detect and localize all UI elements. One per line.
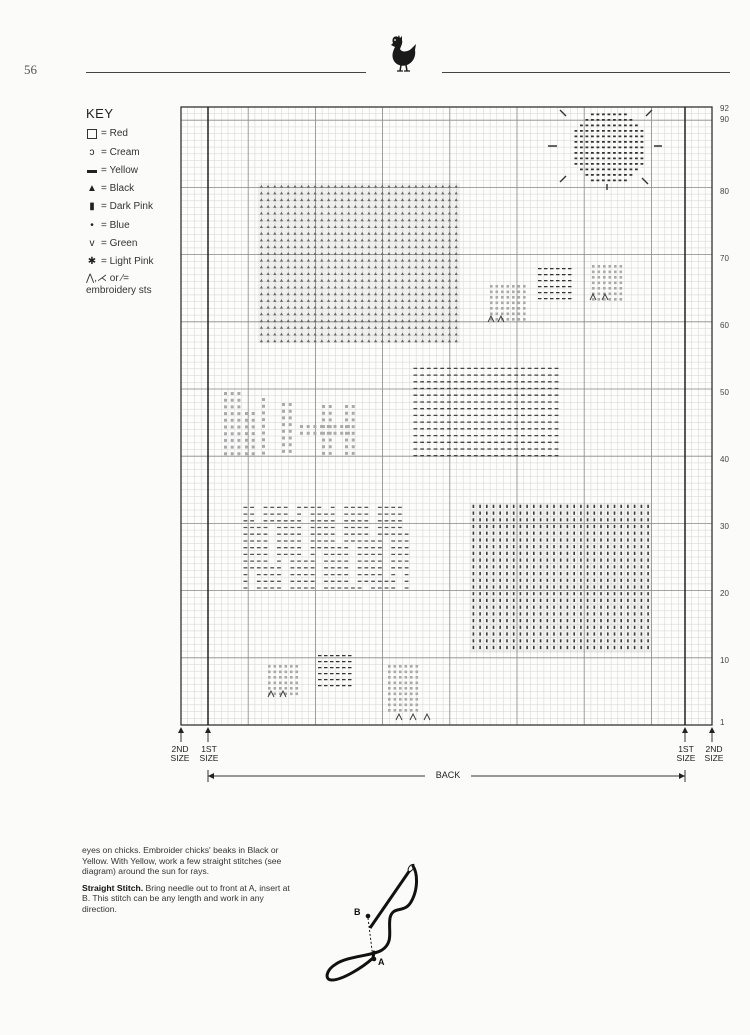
row-number: 30 bbox=[720, 522, 729, 531]
page-number: 56 bbox=[24, 62, 37, 77]
embroidery-symbols: ⋀,⋌ or ⁄= bbox=[86, 272, 129, 284]
size-label-left-2nd: 2ND SIZE bbox=[170, 744, 190, 763]
key-embroidery-label: embroidery sts bbox=[86, 285, 152, 297]
size-arrow-stems bbox=[181, 728, 712, 742]
point-a bbox=[372, 957, 377, 962]
key-label: = Dark Pink bbox=[101, 201, 153, 213]
instructions-paragraph-1: eyes on chicks. Embroider chicks' beaks in Black or Yellow. With Yellow, work a few straight stitches (see diagram) around the sun for rays. bbox=[82, 845, 282, 877]
size-arrowheads bbox=[178, 727, 715, 733]
key-symbol: • bbox=[90, 219, 94, 231]
key-label: = Green bbox=[101, 238, 138, 250]
key-label: = Black bbox=[101, 183, 135, 195]
size-label-right-1st: 1ST SIZE bbox=[676, 744, 696, 763]
point-b bbox=[366, 914, 371, 919]
key-label: = Blue bbox=[101, 219, 130, 231]
key-label: = Red bbox=[101, 128, 128, 140]
row-number: 92 bbox=[720, 104, 729, 113]
row-number: 80 bbox=[720, 187, 729, 196]
key-label: = Cream bbox=[101, 146, 140, 158]
row-number: 70 bbox=[720, 254, 729, 263]
key-label: = Yellow bbox=[101, 164, 138, 176]
row-number: 20 bbox=[720, 589, 729, 598]
size-label-right-2nd: 2ND SIZE bbox=[704, 744, 724, 763]
size-label-left-1st: 1ST SIZE bbox=[199, 744, 219, 763]
row-number: 90 bbox=[720, 115, 729, 124]
row-number: 60 bbox=[720, 321, 729, 330]
straight-stitch-body: Bring needle out to front at A, insert at B. This stitch can be any length and work in any direction. bbox=[82, 882, 290, 914]
back-label: BACK bbox=[425, 770, 471, 780]
key-symbol: v bbox=[89, 238, 95, 250]
row-number: 10 bbox=[720, 656, 729, 665]
row-number: 40 bbox=[720, 455, 729, 464]
key-label: = Light Pink bbox=[101, 256, 154, 268]
motif-bottom-right bbox=[470, 503, 651, 653]
key-symbol: ▲ bbox=[87, 183, 97, 195]
key-symbol: ✱ bbox=[87, 256, 97, 268]
row-number: 1 bbox=[720, 718, 725, 727]
key-title: KEY bbox=[86, 106, 114, 121]
instructions bbox=[82, 845, 292, 921]
straight-stitch-diagram bbox=[318, 860, 428, 988]
key-symbol: ▬ bbox=[87, 164, 97, 176]
label-a: A bbox=[378, 957, 385, 967]
label-b: B bbox=[354, 907, 361, 917]
key-symbol: ↄ bbox=[89, 146, 95, 158]
motif-top-left bbox=[258, 183, 460, 343]
straight-stitch-title: Straight Stitch. bbox=[82, 882, 144, 893]
instructions-paragraph-2 bbox=[82, 883, 292, 915]
key-symbol: ▮ bbox=[89, 201, 95, 213]
row-number: 50 bbox=[720, 388, 729, 397]
